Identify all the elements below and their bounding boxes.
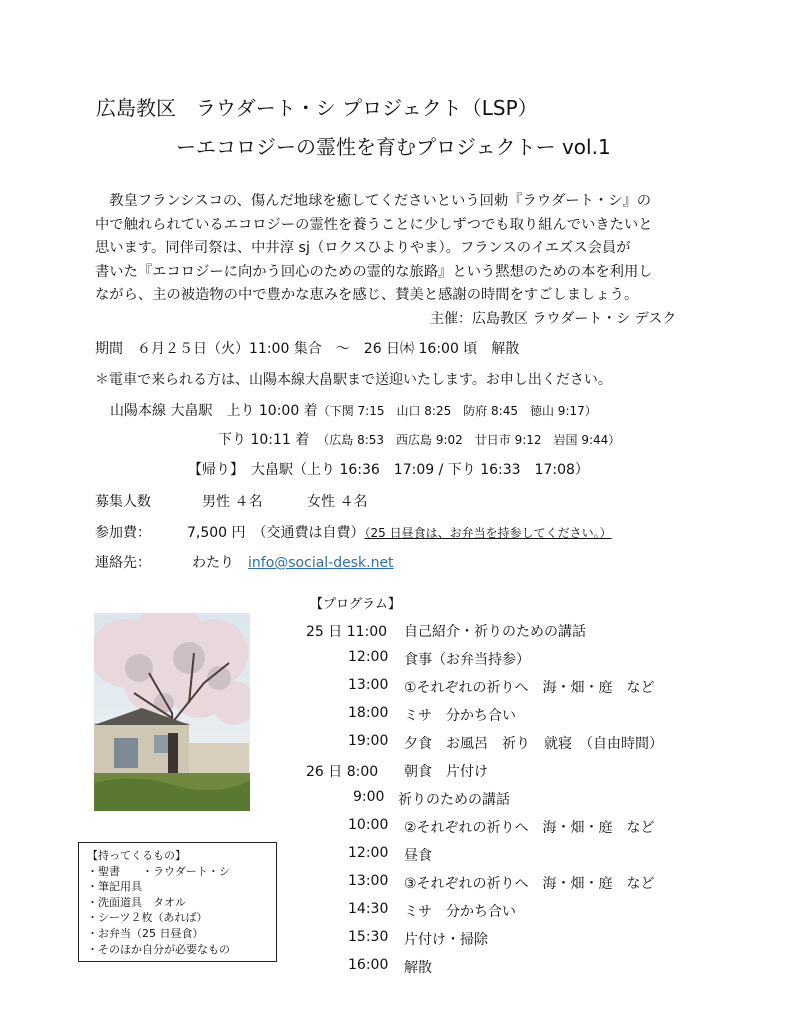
intro-line: 中で触れられているエコロジーの霊性を養うことに少しずつでも取り組んでいきたいと bbox=[95, 216, 653, 233]
bring-item: ・洗面道具 タオル bbox=[87, 895, 186, 909]
train-note: ＊電車で来られる方は、山陽本線大畠駅まで送迎いたします。お申し出ください。 bbox=[95, 372, 612, 388]
program-text: ミサ 分かち合い bbox=[404, 708, 516, 724]
church-photo bbox=[94, 613, 250, 811]
program-time: 16:00 bbox=[348, 957, 389, 973]
program-time: 12:00 bbox=[348, 845, 389, 861]
train-down-detail: （広島 8:53 西広島 9:02 廿日市 9:12 岩国 9:44） bbox=[323, 433, 621, 447]
program-text: ③それぞれの祈りへ 海・畑・庭 など bbox=[404, 876, 655, 892]
program-text: ②それぞれの祈りへ 海・畑・庭 など bbox=[404, 820, 655, 836]
program-text: 食事（お弁当持参） bbox=[404, 652, 530, 668]
program-text: ミサ 分かち合い bbox=[404, 904, 516, 920]
recruit-male: 男性 ４名 bbox=[202, 494, 263, 510]
program-time: 18:00 bbox=[348, 705, 389, 721]
intro-line: 思います。同伴司祭は、中井淳 sj（ロクスひよりやま）。フランスのイエズス会員が bbox=[95, 240, 631, 256]
fee-note: （25 日昼食は、お弁当を持参してください。） bbox=[364, 526, 612, 540]
program-header: 【プログラム】 bbox=[310, 597, 401, 612]
contact-label: 連絡先： bbox=[95, 555, 151, 571]
bring-item: ・聖書 ・ラウダート・シ bbox=[87, 864, 230, 878]
train-up-detail: （下関 7:15 山口 8:25 防府 8:45 徳山 9:17） bbox=[317, 404, 597, 418]
bring-header: 【持ってくるもの】 bbox=[87, 849, 186, 862]
bring-item: ・シーツ２枚（あれば） bbox=[87, 911, 208, 925]
intro-paragraph bbox=[95, 190, 707, 308]
program-text: ①それぞれの祈りへ 海・畑・庭 など bbox=[404, 680, 655, 696]
program-time: 15:30 bbox=[348, 929, 389, 945]
program-time: 19:00 bbox=[348, 733, 389, 749]
bring-item: ・お弁当（25 日昼食） bbox=[87, 926, 204, 940]
program-time: 9:00 bbox=[353, 789, 385, 805]
program-time: 12:00 bbox=[348, 649, 389, 665]
program-time: 25 日 11:00 bbox=[306, 624, 388, 640]
sponsor: 主催：広島教区 ラウダート・シ デスク bbox=[430, 311, 677, 327]
title-line-2: ーエコロジーの霊性を育むプロジェクトー vol.1 bbox=[176, 135, 611, 159]
program-time: 13:00 bbox=[348, 873, 389, 889]
recruit-label: 募集人数 bbox=[95, 494, 151, 510]
train-return: 【帰り】 大畠駅（上り 16:36 17:09 / 下り 16:33 17:08） bbox=[188, 462, 589, 478]
program-text: 祈りのための講話 bbox=[398, 792, 510, 808]
program-text: 昼食 bbox=[404, 848, 432, 864]
program-text: 朝食 片付け bbox=[404, 764, 488, 780]
program-text: 夕食 お風呂 祈り 就寝 （自由時間） bbox=[404, 736, 663, 752]
contact-name: わたり bbox=[192, 555, 234, 571]
fee-row bbox=[187, 522, 612, 542]
train-down-main: 下り 10:11 着 bbox=[218, 432, 310, 448]
program-time: 14:30 bbox=[348, 901, 389, 917]
period: 期間 ６月２５日（火）11:00 集合 ～ 26 日㈭ 16:00 頃 解散 bbox=[95, 341, 520, 357]
train-up-main: 山陽本線 大畠駅 上り 10:00 着 bbox=[110, 403, 318, 419]
recruit-female: 女性 ４名 bbox=[307, 494, 368, 510]
intro-line: ながら、主の被造物の中で豊かな恵みを感じ、賛美と感謝の時間をすごしましょう。 bbox=[95, 287, 639, 303]
program-time: 26 日 8:00 bbox=[306, 764, 379, 780]
program-text: 解散 bbox=[404, 960, 432, 976]
intro-line: 書いた『エコロジーに向かう回心のための霊的な旅路』という黙想のための本を利用し bbox=[95, 263, 653, 280]
intro-line: 教皇フランシスコの、傷んだ地球を癒してくださいという回勅『ラウダート・シ』の bbox=[95, 193, 652, 209]
bring-item: ・そのほか自分が必要なもの bbox=[87, 942, 230, 956]
program-time: 10:00 bbox=[348, 817, 389, 833]
program-time: 13:00 bbox=[348, 677, 389, 693]
train-up bbox=[110, 400, 597, 420]
bring-item: ・筆記用具 bbox=[87, 880, 142, 894]
contact-email-link[interactable]: info@social-desk.net bbox=[248, 555, 394, 571]
bring-list-box bbox=[78, 842, 277, 962]
title-line-1: 広島教区 ラウダート・シ プロジェクト（LSP） bbox=[96, 96, 538, 120]
contact-row bbox=[192, 552, 394, 572]
fee-label: 参加費： bbox=[95, 525, 151, 541]
train-down bbox=[218, 429, 620, 449]
program-text: 片付け・掃除 bbox=[404, 932, 488, 948]
program-text: 自己紹介・祈りのための講話 bbox=[404, 624, 586, 640]
fee-amount: 7,500 円 （交通費は自費） bbox=[187, 525, 365, 541]
